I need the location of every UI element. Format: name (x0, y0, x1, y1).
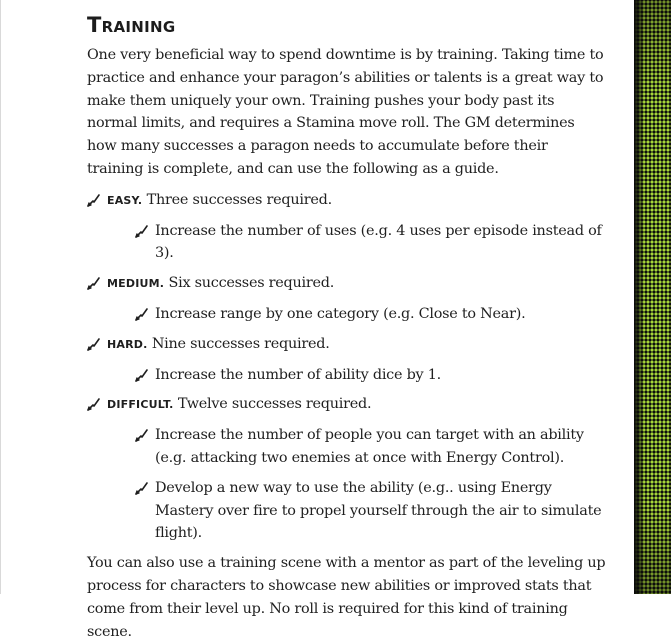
difficulty-list (87, 189, 607, 545)
example-text: Increase range by one category (e.g. Close to Near). (155, 305, 526, 322)
tier-examples (107, 424, 607, 545)
tier-name: EASY. (107, 193, 143, 207)
example-text: Increase the number of ability dice by 1. (155, 366, 441, 383)
tier-name: MEDIUM. (107, 277, 165, 291)
lightning-slash-icon (135, 482, 148, 495)
example-text: Increase the number of people you can target with an ability (e.g. attacking two enemies at once with Energy Control). (155, 427, 584, 466)
example-item (135, 364, 607, 387)
tier-examples (107, 303, 607, 326)
example-text: Develop a new way to use the ability (e.g.. using Energy Mastery over fire to propel yourself through the air to simulate flight). (155, 479, 602, 542)
example-item (135, 303, 607, 326)
example-item (135, 424, 607, 470)
lightning-slash-icon (87, 194, 100, 207)
lightning-slash-icon (135, 369, 148, 382)
tier-medium (87, 272, 607, 326)
lightning-slash-icon (87, 338, 100, 351)
tier-examples (107, 220, 607, 266)
page-left-border (0, 0, 1, 594)
tier-requirement: Three successes required. (142, 191, 332, 208)
lightning-slash-icon (135, 308, 148, 321)
example-item (135, 477, 607, 545)
tier-requirement: Six successes required. (164, 275, 335, 292)
tier-requirement: Twelve successes required. (173, 396, 372, 413)
lightning-slash-icon (87, 398, 100, 411)
outro-paragraph: You can also use a training scene with a mentor as part of the leveling up process for characters to showcase new abilities or improved stats that come from their level up. No roll is required for this kind of training scene. (87, 555, 606, 640)
intro-paragraph: One very beneficial way to spend downtime is by training. Taking time to practice and enhance your paragon’s abilities or talents is a great way to make them uniquely your own. Training pushes your body past its normal limits, and requires a Stamina move roll. The GM determines how many successes a paragon needs to accumulate before their training is complete, and can use the following as a guide. (87, 47, 604, 177)
example-text: Increase the number of uses (e.g. 4 uses per episode instead of 3). (155, 222, 602, 262)
lightning-slash-icon (135, 225, 148, 238)
lightning-slash-icon (87, 277, 100, 290)
tier-easy (87, 189, 607, 265)
tier-name: DIFFICULT. (107, 398, 174, 412)
training-section (87, 10, 607, 643)
section-heading: Training (87, 13, 176, 37)
halftone-side-stripe (634, 0, 671, 594)
tier-name: HARD. (107, 337, 148, 351)
tier-difficult (87, 393, 607, 545)
lightning-slash-icon (135, 429, 148, 442)
tier-requirement: Nine successes required. (147, 335, 330, 352)
tier-hard (87, 333, 607, 387)
example-item (135, 220, 607, 266)
tier-examples (107, 364, 607, 387)
